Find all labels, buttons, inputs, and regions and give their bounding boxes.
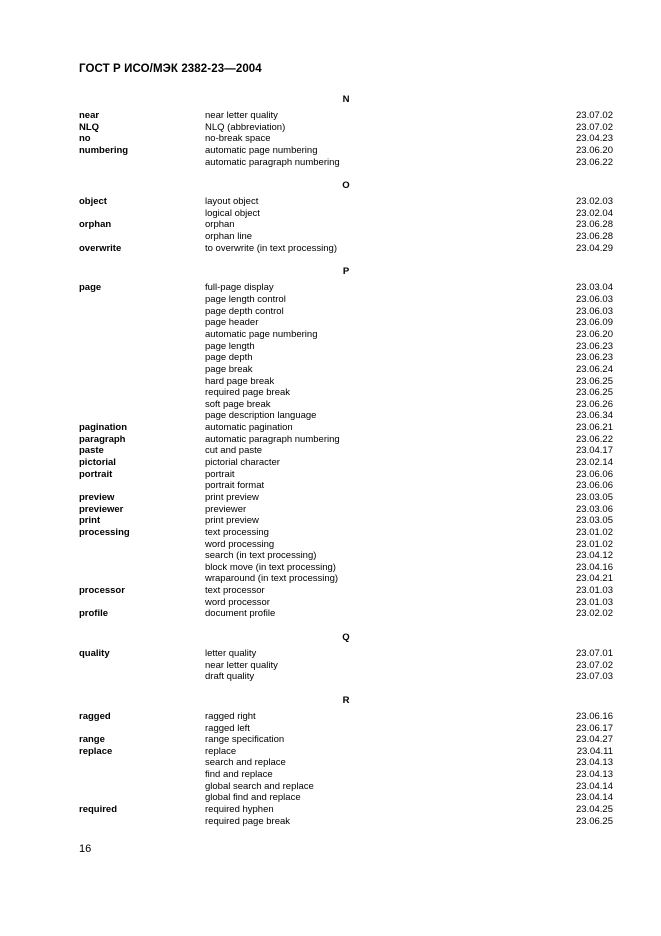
index-phrase: portrait format <box>205 480 265 492</box>
index-phrase: page break <box>205 363 253 375</box>
index-phrase: orphan line <box>205 231 253 243</box>
index-code: 23.07.01 <box>576 647 613 659</box>
index-code: 23.04.13 <box>576 757 613 769</box>
index-term: portrait <box>79 468 113 480</box>
index-code: 23.01.02 <box>576 538 613 550</box>
index-section-0 <box>79 92 613 168</box>
index-code: 23.04.25 <box>576 804 613 816</box>
section-letter-text: O <box>342 180 350 192</box>
index-phrase: replace <box>205 745 237 757</box>
index-phrase: orphan <box>205 219 235 231</box>
index-phrase: layout object <box>205 196 259 208</box>
index-phrase: print preview <box>205 491 259 503</box>
index-code: 23.07.02 <box>576 121 613 133</box>
section-letter-text: P <box>342 266 350 278</box>
index-row <box>79 527 613 539</box>
index-phrase: cut and paste <box>205 445 263 457</box>
index-phrase: ragged right <box>205 710 256 722</box>
index-phrase: page depth <box>205 352 253 364</box>
index-row <box>79 723 613 735</box>
index-row <box>79 608 613 620</box>
index-row <box>79 648 613 660</box>
index-phrase: previewer <box>205 503 247 515</box>
index-row <box>79 341 613 353</box>
index-code: 23.03.04 <box>576 282 613 294</box>
index-term: preview <box>79 491 115 503</box>
index-code: 23.06.22 <box>576 433 613 445</box>
index-code: 23.04.27 <box>576 734 613 746</box>
index-phrase: document profile <box>205 608 276 620</box>
index-row <box>79 550 613 562</box>
index-rows <box>79 648 613 683</box>
index-term: no <box>79 133 91 145</box>
index-row <box>79 196 613 208</box>
index-phrase: near letter quality <box>205 110 278 121</box>
index-phrase: no-break space <box>205 133 271 145</box>
section-letter-text: N <box>342 94 350 105</box>
index-phrase: print preview <box>205 515 259 527</box>
index-term: pagination <box>79 422 128 434</box>
index-code: 23.07.02 <box>576 110 613 121</box>
index-row <box>79 746 613 758</box>
index-phrase: near letter quality <box>205 659 278 671</box>
index-phrase: wraparound (in text processing) <box>205 573 339 585</box>
index-row <box>79 422 613 434</box>
index-section-3 <box>79 630 613 683</box>
index-term: NLQ <box>79 121 100 133</box>
index-row <box>79 492 613 504</box>
index-term: profile <box>79 608 109 620</box>
index-phrase: automatic pagination <box>205 422 293 434</box>
index-code: 23.06.23 <box>576 340 613 352</box>
index-term: object <box>79 196 107 208</box>
index-phrase: required page break <box>205 387 291 399</box>
index-code: 23.03.05 <box>576 491 613 503</box>
index-code: 23.06.03 <box>576 305 613 317</box>
index-row <box>79 515 613 527</box>
page-number: 16 <box>79 843 92 855</box>
index-term: required <box>79 804 118 816</box>
index-row <box>79 792 613 804</box>
index-row <box>79 457 613 469</box>
index-row <box>79 504 613 516</box>
index-term: overwrite <box>79 242 122 254</box>
index-row <box>79 757 613 769</box>
section-letter-text: R <box>342 694 350 706</box>
index-phrase: range specification <box>205 734 285 746</box>
index-phrase: global find and replace <box>205 792 301 804</box>
index-row <box>79 110 613 122</box>
index-code: 23.06.25 <box>576 815 613 827</box>
index-term: replace <box>79 745 113 757</box>
index-code: 23.04.14 <box>576 780 613 792</box>
index-row <box>79 816 613 828</box>
index-phrase: search and replace <box>205 757 286 769</box>
index-term: print <box>79 515 101 527</box>
index-phrase: word processing <box>205 538 275 550</box>
index-code: 23.03.05 <box>576 515 613 527</box>
index-term: processor <box>79 585 125 597</box>
index-code: 23.02.14 <box>576 457 613 469</box>
section-gap <box>79 168 613 178</box>
index-code: 23.03.06 <box>576 503 613 515</box>
index-row <box>79 282 613 294</box>
index-row <box>79 157 613 169</box>
index-section-1 <box>79 178 613 254</box>
index-row <box>79 434 613 446</box>
index-row <box>79 219 613 231</box>
index-phrase: automatic page numbering <box>205 328 318 340</box>
section-gap <box>79 254 613 264</box>
index-term: previewer <box>79 503 124 515</box>
index-row <box>79 671 613 683</box>
index-term: ragged <box>79 710 111 722</box>
index-phrase: word processor <box>205 596 270 608</box>
index-code: 23.06.09 <box>576 317 613 329</box>
index-row <box>79 231 613 243</box>
index-code: 23.04.23 <box>576 133 613 145</box>
index-row <box>79 329 613 341</box>
index-code: 23.04.17 <box>576 445 613 457</box>
index-row <box>79 480 613 492</box>
index-section-4 <box>79 693 613 827</box>
index-row <box>79 469 613 481</box>
index-code: 23.06.24 <box>576 363 613 375</box>
index-phrase: search (in text processing) <box>205 550 317 562</box>
index-code: 23.06.20 <box>576 144 613 156</box>
index-phrase: text processor <box>205 585 265 597</box>
index-code: 23.04.13 <box>576 769 613 781</box>
index-row <box>79 585 613 597</box>
index-phrase: page length control <box>205 294 286 306</box>
index-code: 23.06.25 <box>576 387 613 399</box>
index-row <box>79 539 613 551</box>
index-term: paragraph <box>79 433 126 445</box>
index-phrase: page header <box>205 317 259 329</box>
index-phrase: required page break <box>205 815 291 827</box>
index-code: 23.06.21 <box>576 422 613 434</box>
index-code: 23.06.28 <box>576 231 613 243</box>
index-code: 23.06.06 <box>576 480 613 492</box>
index-phrase: portrait <box>205 468 235 480</box>
index-rows <box>79 196 613 254</box>
index-row <box>79 122 613 134</box>
index-code: 23.06.28 <box>576 219 613 231</box>
index-row <box>79 562 613 574</box>
index-code: 23.06.23 <box>576 352 613 364</box>
index-row <box>79 294 613 306</box>
index-row <box>79 804 613 816</box>
index-phrase: page depth control <box>205 305 284 317</box>
index-code: 23.01.02 <box>576 526 613 538</box>
index-row <box>79 243 613 255</box>
index-code: 23.06.26 <box>576 398 613 410</box>
index-code: 23.02.03 <box>576 196 613 208</box>
index-row <box>79 445 613 457</box>
index-code: 23.01.03 <box>576 596 613 608</box>
alphabetical-index <box>79 92 613 827</box>
index-code: 23.06.03 <box>576 294 613 306</box>
index-phrase: page length <box>205 340 255 352</box>
index-phrase: pictorial character <box>205 457 280 469</box>
index-code: 23.06.22 <box>576 156 613 168</box>
index-term: orphan <box>79 219 112 231</box>
index-code: 23.04.29 <box>576 242 613 254</box>
index-code: 23.06.25 <box>576 375 613 387</box>
index-phrase: automatic page numbering <box>205 144 318 156</box>
index-code: 23.04.14 <box>576 792 613 804</box>
index-phrase: letter quality <box>205 647 257 659</box>
index-row <box>79 781 613 793</box>
index-term: paste <box>79 445 104 457</box>
index-phrase: hard page break <box>205 375 275 387</box>
index-row <box>79 410 613 422</box>
index-row <box>79 364 613 376</box>
index-rows <box>79 282 613 620</box>
index-code: 23.02.04 <box>576 207 613 219</box>
index-phrase: ragged left <box>205 722 250 734</box>
section-gap <box>79 683 613 693</box>
index-code: 23.06.06 <box>576 468 613 480</box>
index-row <box>79 769 613 781</box>
index-row <box>79 376 613 388</box>
index-code: 23.04.21 <box>576 573 613 585</box>
index-phrase: required hyphen <box>205 804 274 816</box>
index-phrase: logical object <box>205 207 260 219</box>
index-row <box>79 573 613 585</box>
index-phrase: full-page display <box>205 282 274 294</box>
index-code: 23.04.12 <box>576 550 613 562</box>
index-phrase: to overwrite (in text processing) <box>205 242 337 254</box>
index-rows <box>79 711 613 827</box>
index-phrase: block move (in text processing) <box>205 561 336 573</box>
section-letter-text: Q <box>342 631 350 643</box>
index-code: 23.06.34 <box>576 410 613 422</box>
index-phrase: global search and replace <box>205 780 314 792</box>
index-row <box>79 306 613 318</box>
index-row <box>79 734 613 746</box>
index-row <box>79 208 613 220</box>
index-phrase: NLQ (abbreviation) <box>205 121 286 133</box>
index-code: 23.01.03 <box>576 585 613 597</box>
index-section-2 <box>79 264 613 620</box>
index-phrase: text processing <box>205 526 269 538</box>
index-term: near <box>79 110 100 121</box>
document-title: ГОСТ Р ИСО/МЭК 2382-23—2004 <box>79 63 262 75</box>
index-phrase: automatic paragraph numbering <box>205 156 340 168</box>
index-row <box>79 597 613 609</box>
index-code: 23.04.11 <box>576 745 613 757</box>
index-term: numbering <box>79 144 129 156</box>
index-row <box>79 352 613 364</box>
index-row <box>79 399 613 411</box>
index-code: 23.07.02 <box>576 659 613 671</box>
index-phrase: automatic paragraph numbering <box>205 433 340 445</box>
index-term: processing <box>79 526 130 538</box>
index-row <box>79 133 613 145</box>
index-phrase: find and replace <box>205 769 273 781</box>
index-term: page <box>79 282 102 294</box>
index-code: 23.06.16 <box>576 710 613 722</box>
index-code: 23.06.17 <box>576 722 613 734</box>
index-row <box>79 660 613 672</box>
index-phrase: soft page break <box>205 398 271 410</box>
index-row <box>79 711 613 723</box>
index-code: 23.06.20 <box>576 328 613 340</box>
index-row <box>79 387 613 399</box>
index-code: 23.04.16 <box>576 561 613 573</box>
index-code: 23.07.03 <box>576 671 613 683</box>
section-gap <box>79 620 613 630</box>
index-row <box>79 317 613 329</box>
index-row <box>79 145 613 157</box>
index-term: pictorial <box>79 457 116 469</box>
index-code: 23.02.02 <box>576 608 613 620</box>
index-phrase: page description language <box>205 410 317 422</box>
index-phrase: draft quality <box>205 671 255 683</box>
index-term: range <box>79 734 105 746</box>
index-term: quality <box>79 647 110 659</box>
index-rows <box>79 110 613 168</box>
